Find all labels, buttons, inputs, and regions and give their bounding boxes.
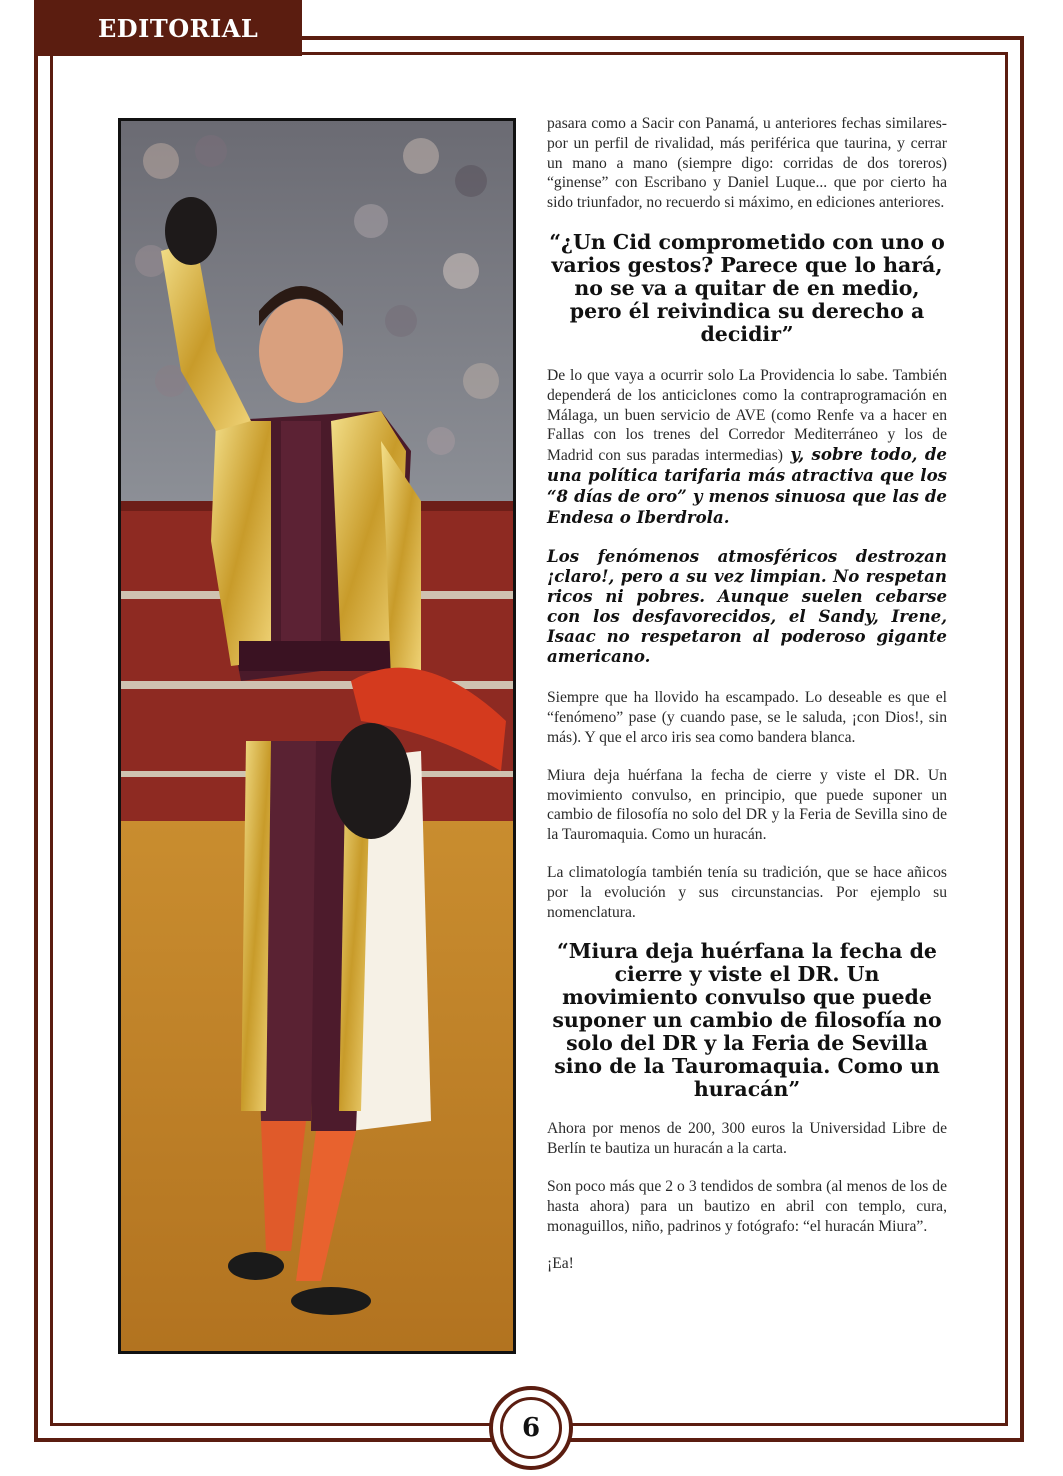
article-paragraph: pasara como a Sacir con Panamá, u anteriores fechas similares- por un perfil de rivalidad, más periférica que taurina, y cerrar un mano a mano (siempre digo: corridas de dos toreros) “ginense” con Escribano y Daniel Luque... que por cierto ha sido triunfador, no recuerdo si máximo, en ediciones anteriores. — [547, 115, 947, 212]
section-tab — [34, 0, 302, 56]
bullfighter-photo — [118, 118, 516, 1354]
article-paragraph — [547, 366, 947, 528]
bullfighter-illustration — [121, 121, 513, 1351]
article-paragraph: ¡Ea! — [547, 1255, 574, 1273]
section-title: EDITORIAL — [98, 13, 259, 43]
emphasis-text: y, sobre todo, de una política tarifaria más atractiva que los “8 días de oro” y menos sinuosa que las de Endesa o Iberdrola. — [547, 444, 947, 527]
page-number-badge — [489, 1386, 573, 1470]
paragraph-text: De lo que vaya a ocurrir solo La Providencia lo sabe. También dependerá de los anticiclones como la contraprogramación en Málaga, un buen servicio de AVE (como Renfe va a hacer en Fallas con los trenes del Corredor Mediterráneo y los de Madrid con sus paradas intermedias) — [547, 366, 947, 465]
article-paragraph: Son poco más que 2 o 3 tendidos de sombra (al menos de los de hasta ahora) para un bautizo en abril con templo, cura, monaguillos, niño, padrinos y fotógrafo: “el huracán Miura”. — [547, 1177, 947, 1235]
pull-quote: “¿Un Cid comprometido con uno o varios gestos? Parece que lo hará, no se va a quitar de en medio, pero él reivindica su derecho a decidir” — [549, 229, 945, 346]
page-number: 6 — [500, 1397, 562, 1459]
article-paragraph: Siempre que ha llovido ha escampado. Lo deseable es que el “fenómeno” pase (y cuando pase, se le saluda, ¡con Dios!, sin más). Y que el arco iris sea como bandera blanca. — [547, 689, 947, 746]
pull-quote: “Miura deja huérfana la fecha de cierre y viste el DR. Un movimiento convulso que puede suponer un cambio de filosofía no solo del DR y la Feria de Sevilla sino de la Tauromaquia. Como un huracán” — [552, 939, 942, 1102]
article-column — [547, 114, 947, 1292]
article-paragraph: Ahora por menos de 200, 300 euros la Universidad Libre de Berlín te bautiza un huracán a la carta. — [547, 1120, 947, 1158]
emphasis-paragraph: Los fenómenos atmosféricos destrozan ¡claro!, pero a su vez limpian. No respetan ricos ni pobres. Aunque suelen cebarse con los desfavorecidos, el Sandy, Irene, Isaac no respetaron al poderoso gigante americano. — [547, 546, 947, 667]
article-paragraph: Miura deja huérfana la fecha de cierre y viste el DR. Un movimiento convulso, en principio, que puede suponer un cambio de filosofía no solo del DR y la Feria de Sevilla sino de la Tauromaquia. Como un huracán. — [547, 766, 947, 844]
article-paragraph: La climatología también tenía su tradición, que se hace añicos por la evolución y sus circunstancias. Por ejemplo su nomenclatura. — [547, 863, 947, 921]
